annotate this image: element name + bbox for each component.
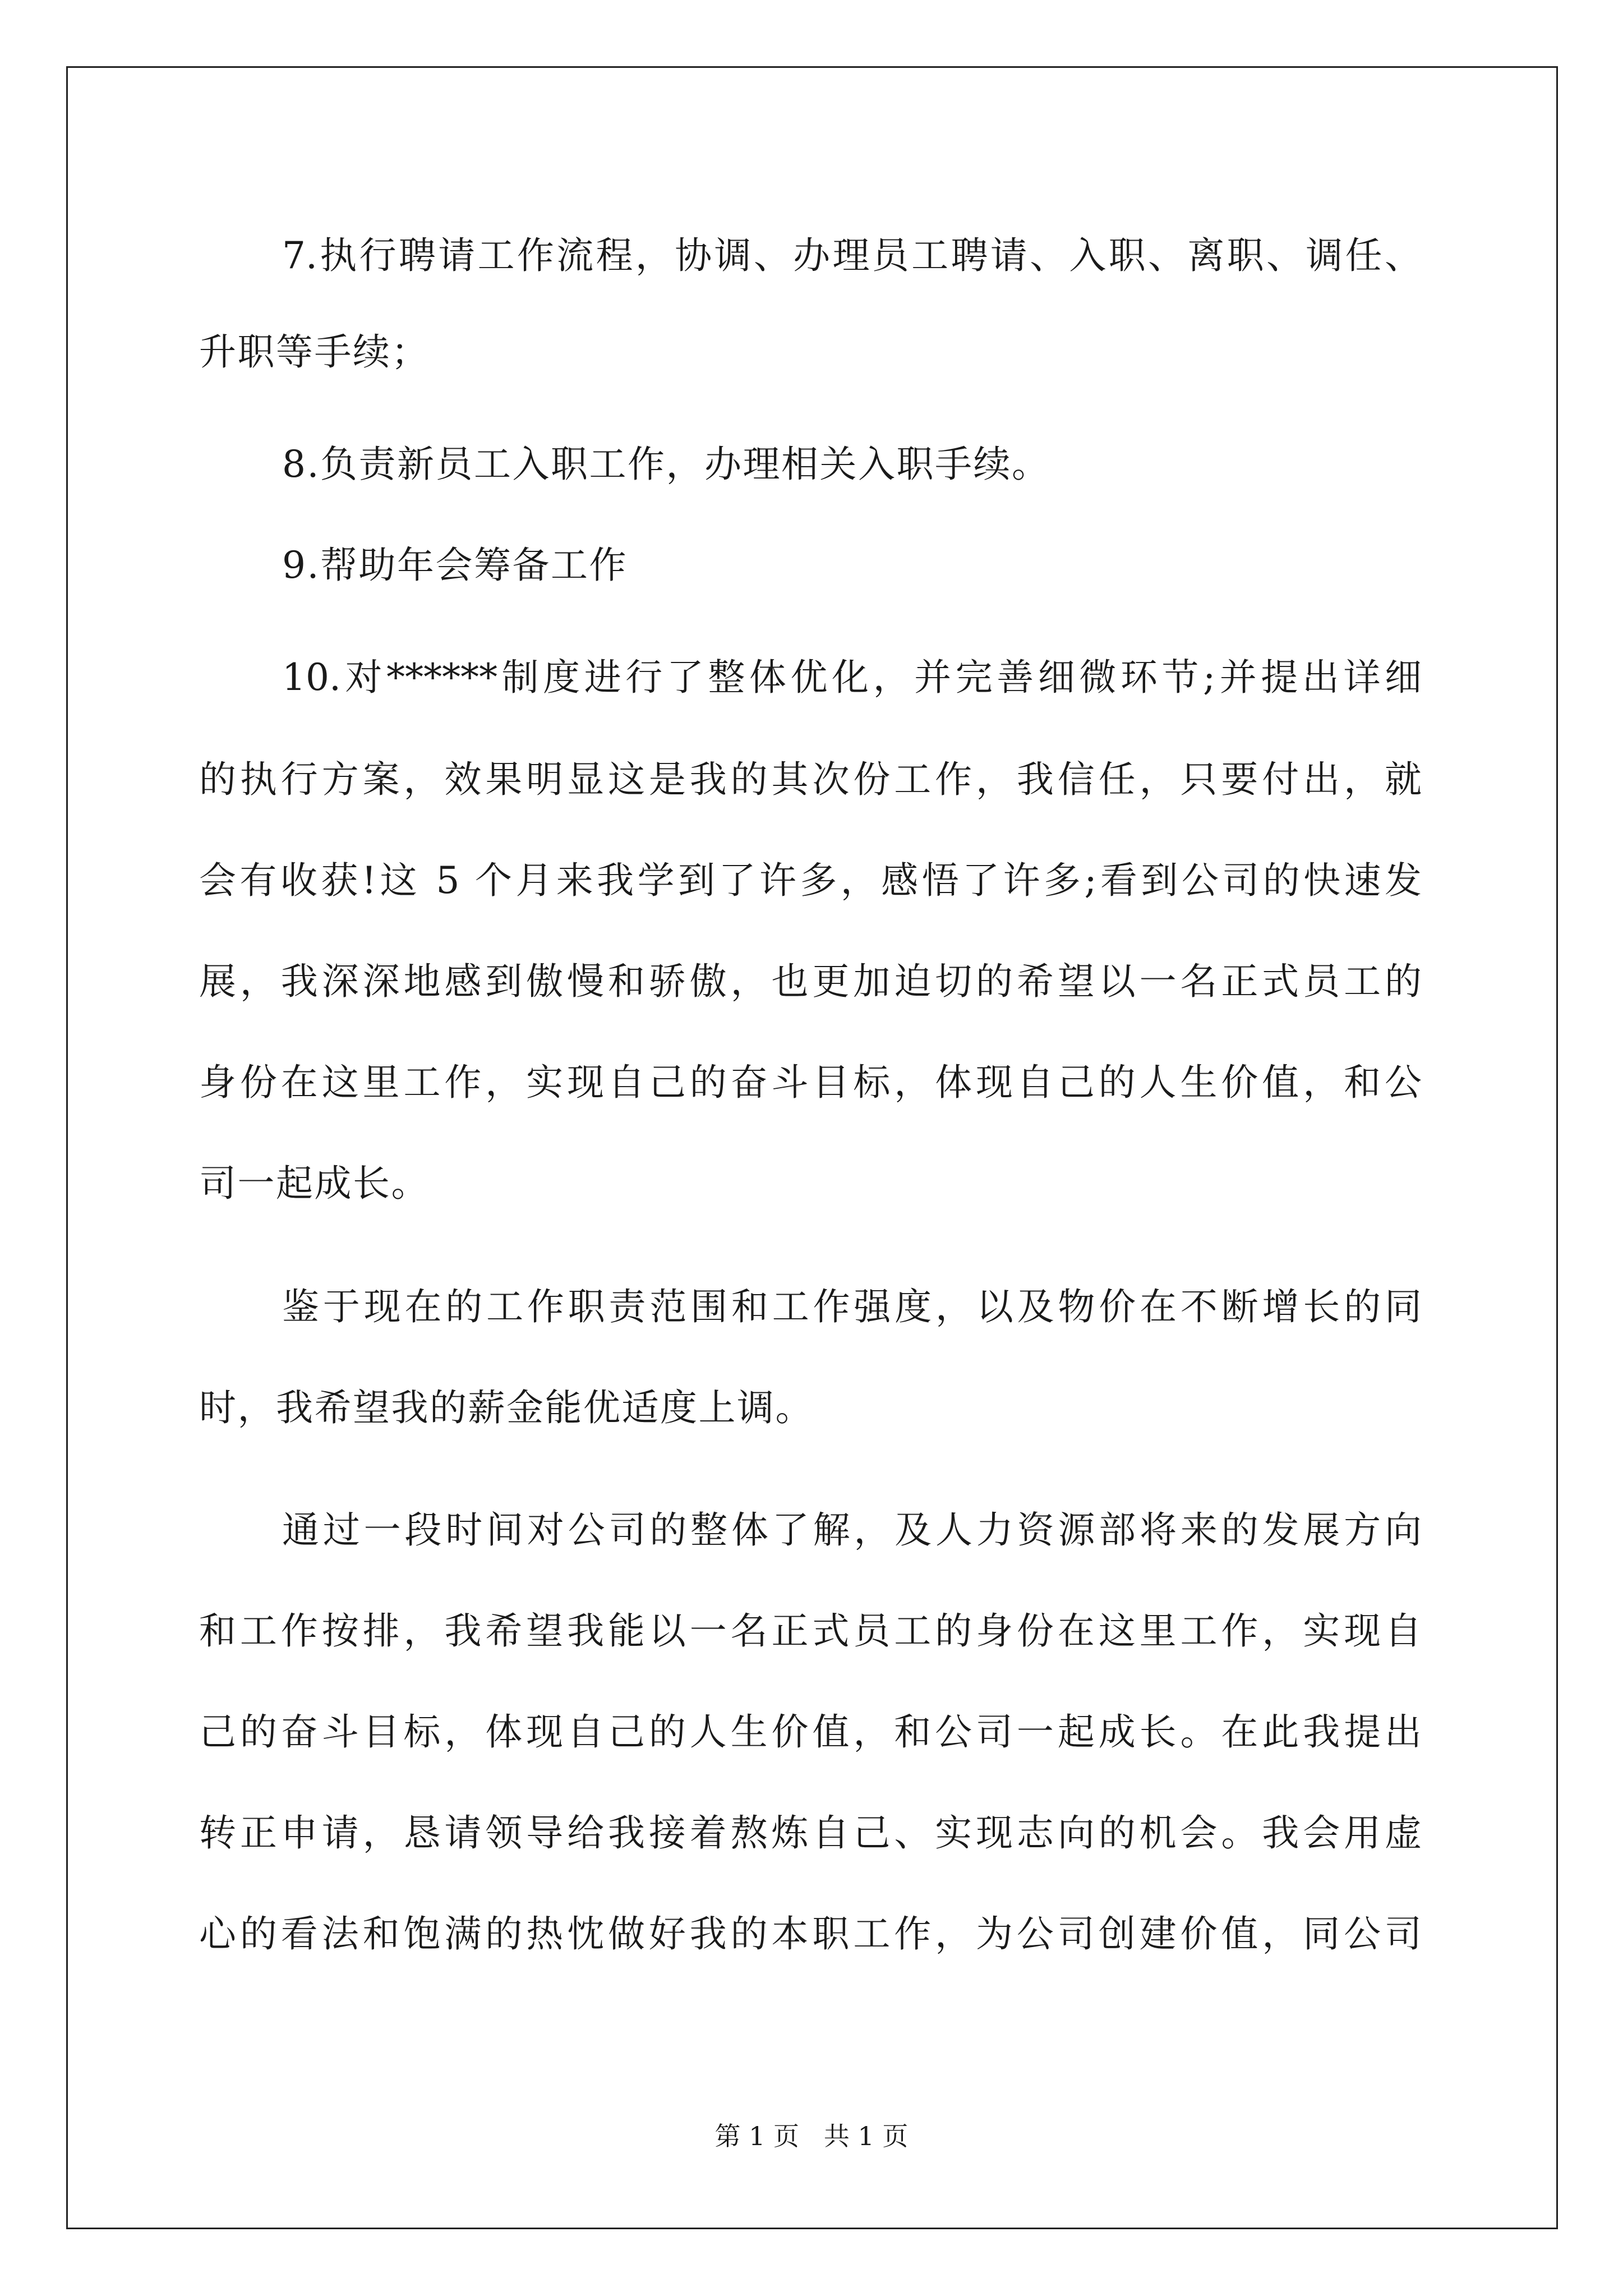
text-line: 的执行方案，效果明显这是我的其次份工作，我信任，只要付出，就 [199,758,1422,801]
text-line: 时，我希望我的薪金能优适度上调。 [199,1386,814,1429]
text-line: 7.执行聘请工作流程，协调、办理员工聘请、入职、离职、调任、 [282,234,1422,277]
text-line: 鉴于现在的工作职责范围和工作强度，以及物价在不断增长的同 [282,1285,1422,1328]
text-line: 会有收获!这 5 个月来我学到了许多，感悟了许多;看到公司的快速发 [199,859,1422,902]
text-line: 司一起成长。 [199,1162,430,1205]
text-line: 展，我深深地感到傲慢和骄傲，也更加迫切的希望以一名正式员工的 [199,960,1422,1003]
page-footer: 第 1 页 共 1 页 [714,2121,909,2151]
text-line: 10.对******制度进行了整体优化，并完善细微环节;并提出详细 [282,656,1422,699]
text-line: 升职等手续； [199,330,430,374]
text-line: 身份在这里工作，实现自己的奋斗目标，体现自己的人生价值，和公 [199,1061,1422,1104]
text-line: 8.负责新员工入职工作，办理相关入职手续。 [282,443,1050,486]
page-border [66,66,1558,2229]
text-line: 心的看法和饱满的热忱做好我的本职工作，为公司创建价值，同公司 [199,1912,1422,1955]
text-line: 己的奋斗目标，体现自己的人生价值，和公司一起成长。在此我提出 [199,1710,1422,1754]
text-line: 9.帮助年会筹备工作 [282,544,628,587]
text-line: 转正申请，恳请领导给我接着熬炼自己、实现志向的机会。我会用虚 [199,1811,1422,1855]
text-line: 通过一段时间对公司的整体了解，及人力资源部将来的发展方向 [282,1508,1422,1552]
text-line: 和工作按排，我希望我能以一名正式员工的身份在这里工作，实现自 [199,1609,1422,1653]
